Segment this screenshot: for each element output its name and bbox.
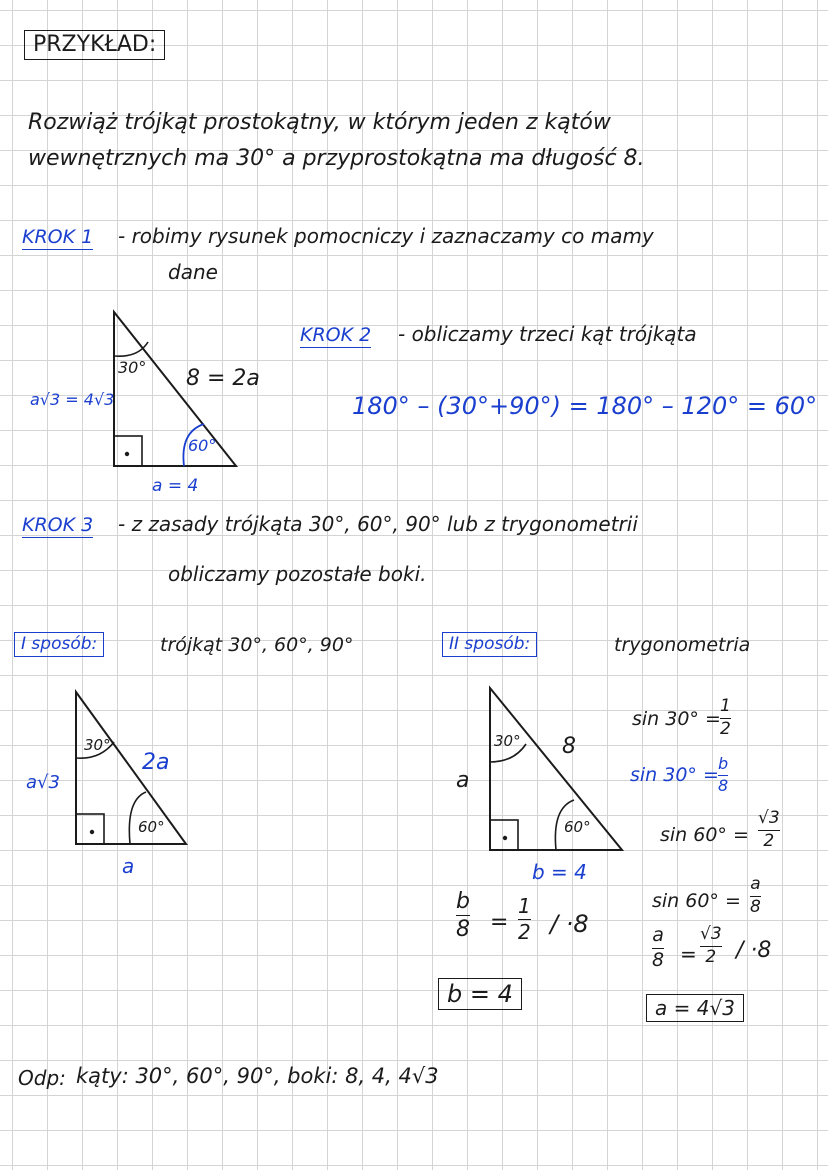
- eq-a-equals: =: [680, 942, 697, 966]
- fig2-vertical-leg: a√3: [26, 772, 60, 793]
- eq-a-result: a = 4√3: [646, 994, 744, 1022]
- trig-sin60b-label: sin 60° =: [652, 890, 741, 912]
- trig-sin30-label: sin 30° =: [632, 708, 721, 730]
- fig3-bottom-leg: b = 4: [532, 860, 587, 884]
- method1-label: I sposób:: [14, 632, 104, 657]
- eq-b-equals: =: [490, 910, 509, 935]
- step2-text: - obliczamy trzeci kąt trójkąta: [398, 322, 697, 346]
- step1-label: KROK 1: [22, 226, 94, 248]
- trig-sin30b-fraction: b 8: [718, 754, 729, 795]
- step3-text-2: obliczamy pozostałe boki.: [168, 562, 427, 586]
- trig-sin60b-fraction: a 8: [750, 874, 761, 917]
- method2-text: trygonometria: [614, 634, 751, 656]
- fig1-angle-top: 30°: [118, 358, 147, 377]
- method1-text: trójkąt 30°, 60°, 90°: [160, 634, 354, 656]
- fig3-angle-top: 30°: [494, 732, 521, 750]
- trig-sin60-label: sin 60° =: [660, 824, 749, 846]
- method2-label: II sposób:: [442, 632, 537, 657]
- fig3-hypotenuse: 8: [562, 734, 576, 759]
- fig2-bottom-leg: a: [122, 854, 135, 878]
- eq-a-fraction-right: √3 2: [700, 924, 722, 967]
- problem-line-1: Rozwiąż trójkąt prostokątny, w którym jeden z kątów: [28, 110, 611, 135]
- eq-a-fraction-left: a 8: [652, 924, 665, 971]
- page-title: PRZYKŁAD:: [24, 30, 165, 60]
- trig-sin30-fraction: 1 2: [720, 696, 731, 739]
- step2-calc: 180° – (30°+90°) = 180° – 120° = 60°: [352, 392, 818, 420]
- trig-sin30b-label: sin 30° =: [630, 764, 719, 786]
- fig2-angle-top: 30°: [84, 736, 111, 754]
- eq-b-fraction-right: 1 2: [518, 894, 531, 944]
- answer-label: Odp:: [18, 1066, 66, 1090]
- step2-label: KROK 2: [300, 324, 372, 346]
- fig1-vertical-leg: a√3 = 4√3: [30, 390, 115, 409]
- fig1-angle-right: 60°: [188, 436, 217, 455]
- step3-label: KROK 3: [22, 514, 94, 536]
- step3-text-1: - z zasady trójkąta 30°, 60°, 90° lub z trygonometrii: [118, 512, 638, 536]
- answer-text: kąty: 30°, 60°, 90°, boki: 8, 4, 4√3: [76, 1064, 439, 1088]
- eq-b-result: b = 4: [438, 978, 522, 1010]
- trig-sin60-fraction: √3 2: [758, 808, 780, 851]
- step1-text-1: - robimy rysunek pomocniczy i zaznaczamy co mamy: [118, 224, 654, 248]
- fig1-hypotenuse: 8 = 2a: [186, 366, 260, 391]
- eq-b-multiplier: / ·8: [550, 910, 589, 938]
- problem-line-2: wewnętrznych ma 30° a przyprostokątna ma długość 8.: [28, 146, 645, 171]
- fig3-angle-right: 60°: [564, 818, 591, 836]
- eq-b-fraction-left: b 8: [456, 889, 470, 943]
- eq-a-multiplier: / ·8: [736, 938, 772, 963]
- fig1-bottom-leg: a = 4: [152, 476, 199, 496]
- fig3-vertical-leg: a: [456, 768, 470, 793]
- step1-text-2: dane: [168, 260, 218, 284]
- fig2-angle-right: 60°: [138, 818, 165, 836]
- fig2-hypotenuse: 2a: [142, 750, 170, 775]
